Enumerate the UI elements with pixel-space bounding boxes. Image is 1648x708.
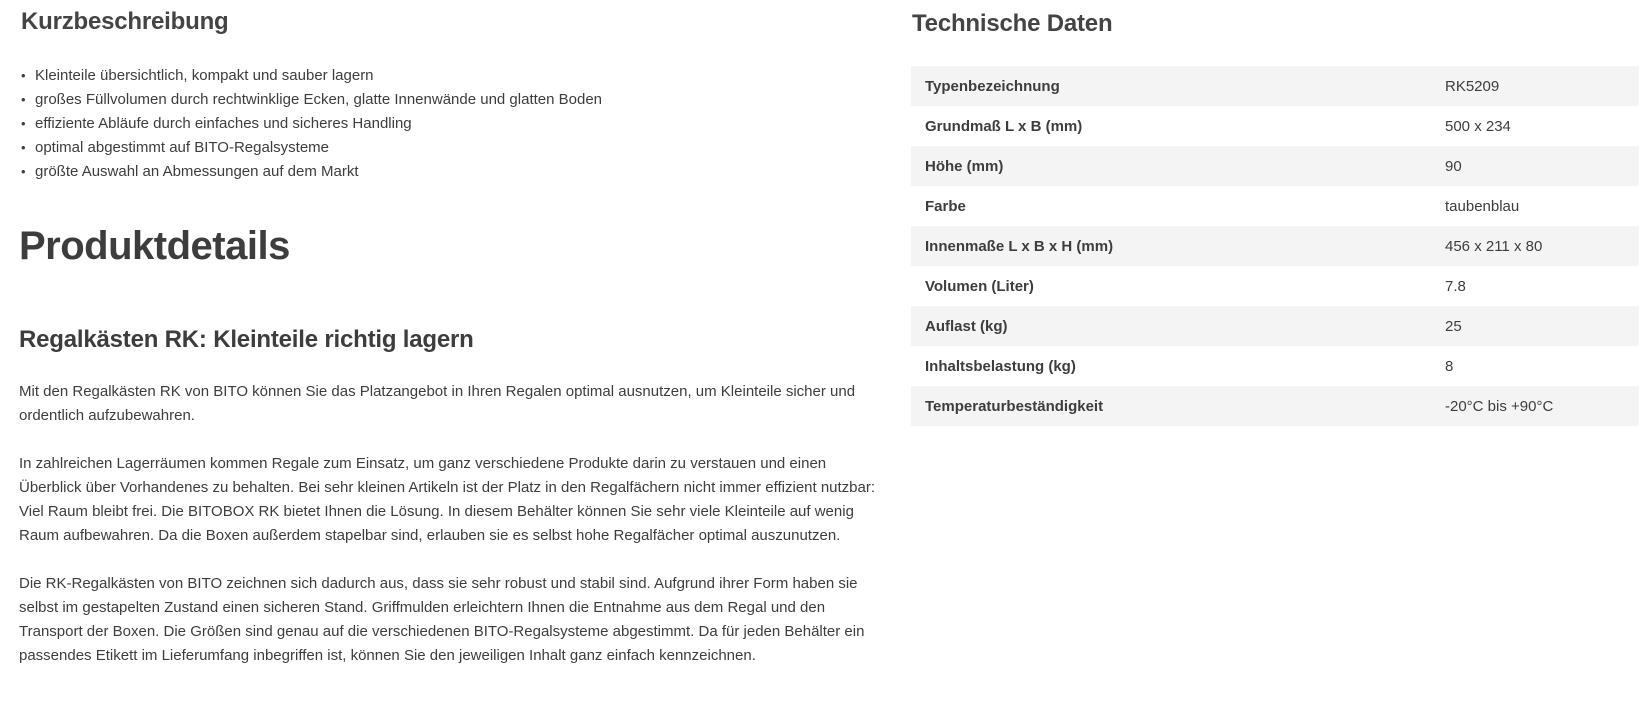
spec-label: Farbe [911,186,1431,226]
spec-value: 456 x 211 x 80 [1431,226,1639,266]
spec-label: Typenbezeichnung [911,66,1431,106]
table-row [911,346,1639,386]
short-description-list [19,64,602,184]
spec-label: Grundmaß L x B (mm) [911,106,1431,146]
description-paragraph: Die RK-Regalkästen von BITO zeichnen sich dadurch aus, dass sie sehr robust und stabil sind. Aufgrund ihrer Form haben sie selbst im gestapelten Zustand einen sicheren Stand. Griffmulden erleichtern Ihnen die Entnahme aus dem Regal und den Transport der Boxen. Die Größen sind genau auf die verschiedenen BITO-Regalsysteme abgestimmt. Da für jeden Behälter ein passendes Etikett im Lieferumfang inbegriffen ist, können Sie den jeweiligen Inhalt ganz einfach kennzeichnen. [19,575,865,664]
spec-value: RK5209 [1431,66,1639,106]
table-row [911,146,1639,186]
product-details-heading: Produktdetails [19,224,290,268]
bullet-icon: • [21,92,26,107]
bullet-icon: • [21,116,26,131]
description-paragraph: In zahlreichen Lagerräumen kommen Regale zum Einsatz, um ganz verschiedene Produkte darin zu verstauen und einen Überblick über Vorhandenes zu behalten. Bei sehr kleinen Artikeln ist der Platz in den Regalfächern nicht immer effizient nutzbar: Viel Raum bleibt frei. Die BITOBOX RK bietet Ihnen die Lösung. In diesem Behälter können Sie sehr viele Kleinteile auf wenig Raum aufbewahren. Da die Boxen außerdem stapelbar sind, erlauben sie es selbst hohe Regalfächer optimal auszunutzen. [19,455,876,544]
spec-value: taubenblau [1431,186,1639,226]
table-row [911,226,1639,266]
table-row [911,106,1639,146]
spec-value: -20°C bis +90°C [1431,386,1639,426]
list-item [19,64,602,88]
bullet-icon: • [21,164,26,179]
list-item-text: großes Füllvolumen durch rechtwinklige Ecken, glatte Innenwände und glatten Boden [35,91,603,108]
table-row [911,66,1639,106]
spec-label: Temperaturbeständigkeit [911,386,1431,426]
spec-label: Innenmaße L x B x H (mm) [911,226,1431,266]
list-item-text: Kleinteile übersichtlich, kompakt und sauber lagern [35,67,374,84]
spec-label: Auflast (kg) [911,306,1431,346]
product-details-subheading: Regalkästen RK: Kleinteile richtig lagern [19,326,474,353]
list-item [19,136,602,160]
spec-label: Inhaltsbelastung (kg) [911,346,1431,386]
spec-value: 500 x 234 [1431,106,1639,146]
list-item-text: optimal abgestimmt auf BITO-Regalsysteme [35,139,330,156]
table-row [911,266,1639,306]
list-item [19,160,602,184]
list-item [19,88,602,112]
table-row [911,386,1639,426]
bullet-icon: • [21,140,26,155]
list-item-text: größte Auswahl an Abmessungen auf dem Markt [35,163,359,180]
table-row [911,306,1639,346]
spec-value: 8 [1431,346,1639,386]
short-description-heading: Kurzbeschreibung [21,8,229,35]
spec-value: 90 [1431,146,1639,186]
spec-label: Höhe (mm) [911,146,1431,186]
spec-value: 7.8 [1431,266,1639,306]
spec-label: Volumen (Liter) [911,266,1431,306]
list-item-text: effiziente Abläufe durch einfaches und sicheres Handling [35,115,412,132]
table-row [911,186,1639,226]
description-paragraph: Mit den Regalkästen RK von BITO können Sie das Platzangebot in Ihren Regalen optimal ausnutzen, um Kleinteile sicher und ordentlich aufzubewahren. [19,383,856,424]
bullet-icon: • [21,68,26,83]
list-item [19,112,602,136]
spec-value: 25 [1431,306,1639,346]
technical-data-table [911,66,1639,426]
technical-data-heading: Technische Daten [912,10,1113,37]
